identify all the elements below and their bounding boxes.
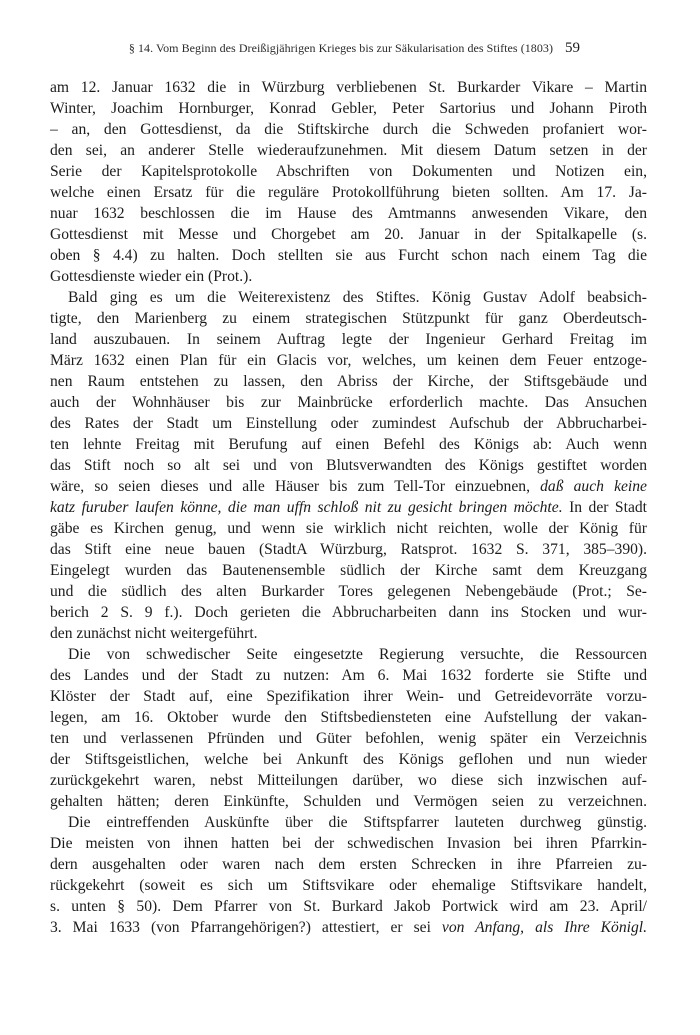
text-line (50, 434, 647, 455)
text-line (50, 350, 647, 371)
text-run: Die von schwedischer Seite eingesetzte Regierung versuchte, die Ressourcen (68, 646, 647, 663)
text-run: legen, am 16. Oktober wurde den Stiftsbediensteten eine Aufstellung der vakan- (50, 709, 647, 726)
text-line (50, 308, 647, 329)
text-line (50, 644, 647, 665)
text-run: land auszubauen. In seinem Auftrag legte der Ingenieur Gerhard Freitag im (50, 331, 647, 348)
text-run: Gottesdienst mit Messe und Chorgebet am 20. Januar in der Spitalkapelle (s. (50, 226, 647, 243)
text-line (50, 497, 647, 518)
text-run: und die südlich des alten Burkarder Tores gelegenen Nebengebäude (Prot.; Se- (50, 583, 647, 600)
running-header-title: § 14. Vom Beginn des Dreißigjährigen Krieges bis zur Säkularisation des Stiftes (1803) (128, 41, 553, 55)
text-run: den zunächst nicht weitergeführt. (50, 625, 258, 642)
text-run: nuar 1632 beschlossen die im Hause des Amtmanns anwesenden Vikare, den (50, 205, 647, 222)
text-line (50, 392, 647, 413)
text-run: rückgekehrt (soweit es sich um Stiftsvikare oder ehemalige Stiftsvikare handelt, (50, 877, 647, 894)
text-run: tigte, den Marienberg zu einem strategischen Stützpunkt für ganz Oberdeutsch- (50, 310, 647, 327)
text-run: In der Stadt (562, 499, 647, 516)
text-run: Klöster der Stadt auf, eine Spezifikation ihrer Wein- und Getreidevorräte vorzu- (50, 688, 647, 705)
text-run: Gottesdienste wieder ein (Prot.). (50, 268, 253, 285)
text-run: oben § 4.4) zu halten. Doch stellten sie aus Furcht schon nach einem Tag die (50, 247, 647, 264)
text-line (50, 287, 647, 308)
text-line (50, 560, 647, 581)
text-line (50, 161, 647, 182)
text-run: den sei, an anderer Stelle wiederaufzunehmen. Mit diesem Datum setzen in der (50, 142, 647, 159)
text-line (50, 476, 647, 497)
text-line (50, 875, 647, 896)
text-line (50, 203, 647, 224)
text-line (50, 119, 647, 140)
text-run: auch der Wohnhäuser bis zur Mainbrücke erforderlich machte. Das Ansuchen (50, 394, 647, 411)
text-run: – an, den Gottesdienst, da die Stiftskirche durch die Schweden profaniert wor- (50, 121, 647, 138)
text-line (50, 518, 647, 539)
text-line (50, 329, 647, 350)
body-text (50, 77, 647, 938)
text-run: gäbe es Kirchen genug, und wenn sie wirklich nicht reichten, wolle der König für (50, 520, 647, 537)
text-run: der Stiftsgeistlichen, welche bei Ankunft des Königs geflohen und nun wieder (50, 751, 647, 768)
text-run: zurückgekehrt waren, nebst Mitteilungen darüber, wo diese sich inzwischen auf- (50, 772, 647, 789)
text-run: ten und verlassenen Pfründen und Güter befohlen, wenig später ein Verzeichnis (50, 730, 647, 747)
text-line (50, 917, 647, 938)
text-line (50, 581, 647, 602)
text-run: s. unten § 50). Dem Pfarrer von St. Burkard Jakob Portwick wird am 23. April/ (50, 898, 647, 915)
text-line (50, 266, 647, 287)
text-run: Serie der Kapitelsprotokolle Abschriften von Dokumenten und Notizen ein, (50, 163, 647, 180)
text-run: Winter, Joachim Hornburger, Konrad Gebler, Peter Sartorius und Johann Piroth (50, 100, 647, 117)
text-line (50, 140, 647, 161)
page-number: 59 (565, 40, 580, 56)
text-line (50, 812, 647, 833)
text-line (50, 833, 647, 854)
italic-quote: katz furuber laufen könne, die man uffn schloß nit zu gesicht bringen möchte. (50, 499, 563, 516)
italic-quote: daß auch keine (540, 478, 647, 495)
text-line (50, 371, 647, 392)
text-run: wäre, so seien dieses und alle Häuser bis zum Tell-Tor einzuebnen, (50, 478, 541, 495)
text-line (50, 602, 647, 623)
text-run: ten lehnte Freitag mit Berufung auf einen Befehl des Königs ab: Auch wenn (50, 436, 647, 453)
running-header (50, 40, 580, 62)
text-run: das Stift noch so alt sei und von Blutsverwandten des Königs gestiftet worden (50, 457, 647, 474)
text-line (50, 665, 647, 686)
text-line (50, 896, 647, 917)
text-run: März 1632 einen Plan für ein Glacis vor, welches, um keinen dem Feuer entzoge- (50, 352, 647, 369)
text-line (50, 413, 647, 434)
text-line (50, 182, 647, 203)
italic-quote: von Anfang, als Ihre Königl. (441, 919, 647, 936)
text-run: Eingelegt wurden das Bautenensemble südlich der Kirche samt dem Kreuzgang (50, 562, 647, 579)
text-line (50, 854, 647, 875)
text-line (50, 224, 647, 245)
text-line (50, 623, 647, 644)
text-line (50, 539, 647, 560)
text-line (50, 728, 647, 749)
text-line (50, 791, 647, 812)
text-run: welche einen Ersatz für die reguläre Protokollführung bieten sollten. Am 17. Ja- (50, 184, 647, 201)
text-run: Bald ging es um die Weiterexistenz des Stiftes. König Gustav Adolf beabsich- (68, 289, 647, 306)
text-line (50, 770, 647, 791)
text-line (50, 686, 647, 707)
text-run: gehalten hätten; deren Einkünfte, Schulden und Vermögen seien zu verzeichnen. (50, 793, 647, 810)
text-run: Die meisten von ihnen hatten bei der schwedischen Invasion bei ihren Pfarrkin- (50, 835, 647, 852)
text-line (50, 77, 647, 98)
text-line (50, 749, 647, 770)
text-run: berich 2 S. 9 f.). Doch gerieten die Abbrucharbeiten dann ins Stocken und wur- (50, 604, 647, 621)
text-run: 3. Mai 1633 (von Pfarrangehörigen?) attestiert, er sei (50, 919, 442, 936)
text-line (50, 98, 647, 119)
text-line (50, 245, 647, 266)
text-run: das Stift eine neue bauen (StadtA Würzburg, Ratsprot. 1632 S. 371, 385–390). (50, 541, 647, 558)
text-run: Die eintreffenden Auskünfte über die Stiftspfarrer lauteten durchweg günstig. (68, 814, 647, 831)
text-line (50, 707, 647, 728)
text-run: dern ausgehalten oder waren nach dem ersten Schrecken in ihre Pfarreien zu- (50, 856, 647, 873)
text-run: nen Raum entstehen zu lassen, den Abriss der Kirche, der Stiftsgebäude und (50, 373, 647, 390)
text-line (50, 455, 647, 476)
text-run: des Landes und der Stadt zu nutzen: Am 6. Mai 1632 forderte sie Stifte und (50, 667, 647, 684)
text-run: am 12. Januar 1632 die in Würzburg verbliebenen St. Burkarder Vikare – Martin (50, 79, 647, 96)
text-run: des Rates der Stadt um Einstellung oder zumindest Aufschub der Abbrucharbei- (50, 415, 647, 432)
